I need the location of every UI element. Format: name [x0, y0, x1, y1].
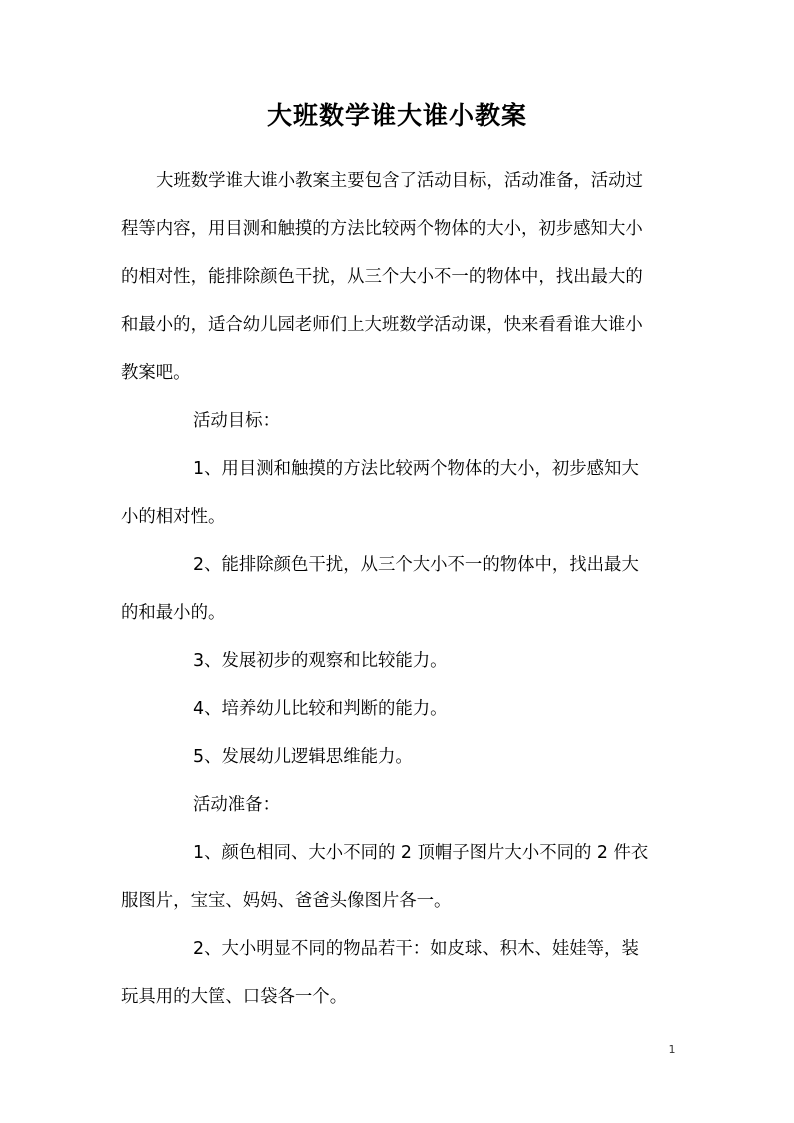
text-line: 2、大小明显不同的物品若干：如皮球、积木、娃娃等，装 [193, 939, 639, 959]
prep-item-2 [121, 932, 677, 1014]
section-heading: 活动目标： [193, 411, 280, 431]
text-line: 1、用目测和触摸的方法比较两个物体的大小，初步感知大 [193, 459, 639, 479]
document-body [121, 164, 677, 1014]
text-line: 5、发展幼儿逻辑思维能力。 [193, 747, 413, 767]
goals-heading [121, 404, 677, 438]
goal-item-3 [121, 644, 677, 678]
text-line: 1、颜色相同、大小不同的 2 顶帽子图片大小不同的 2 件衣 [193, 843, 649, 863]
text-line: 小的相对性。 [121, 507, 226, 527]
goal-item-4 [121, 692, 677, 726]
text-line: 3、发展初步的观察和比较能力。 [193, 651, 448, 671]
section-heading: 活动准备： [193, 795, 280, 815]
text-line: 的和最小的。 [121, 603, 226, 623]
text-line: 服图片，宝宝、妈妈、爸爸头像图片各一。 [121, 891, 452, 911]
prep-heading [121, 788, 677, 822]
goal-item-2 [121, 548, 677, 630]
goal-item-5 [121, 740, 677, 774]
intro-paragraph [121, 164, 677, 390]
page-number: 1 [668, 1043, 676, 1056]
document-title: 大班数学谁大谁小教案 [266, 101, 527, 130]
text-line: 的相对性，能排除颜色干扰，从三个大小不一的物体中，找出最大的 [121, 267, 643, 287]
text-line: 程等内容，用目测和触摸的方法比较两个物体的大小，初步感知大小 [121, 219, 643, 239]
text-line: 大班数学谁大谁小教案主要包含了活动目标，活动准备，活动过 [156, 171, 643, 191]
text-line: 和最小的，适合幼儿园老师们上大班数学活动课，快来看看谁大谁小 [121, 315, 643, 335]
prep-item-1 [121, 836, 677, 918]
goal-item-1 [121, 452, 677, 534]
text-line: 教案吧。 [121, 363, 191, 383]
text-line: 玩具用的大筐、口袋各一个。 [121, 987, 348, 1007]
text-line: 2、能排除颜色干扰，从三个大小不一的物体中，找出最大 [193, 555, 639, 575]
text-line: 4、培养幼儿比较和判断的能力。 [193, 699, 448, 719]
